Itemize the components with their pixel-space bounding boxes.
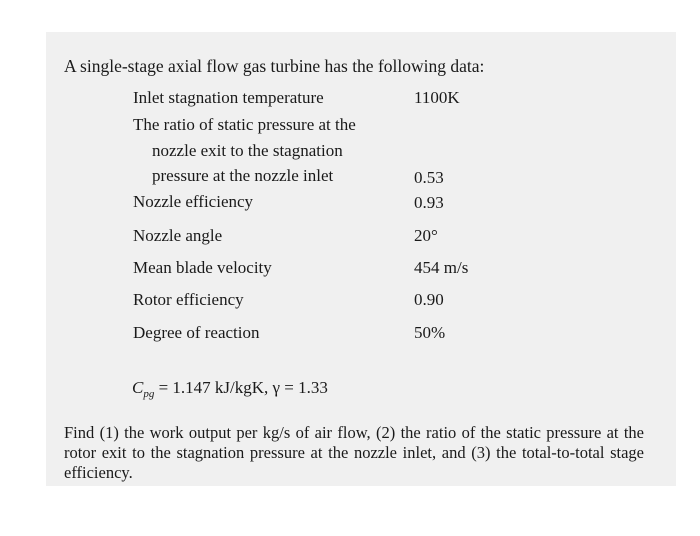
row-label-degree-of-reaction: Degree of reaction bbox=[133, 323, 260, 342]
formula-rest: = 1.147 kJ/kgK, γ = 1.33 bbox=[154, 378, 328, 397]
row-label-nozzle-angle: Nozzle angle bbox=[133, 226, 223, 245]
problem-question: Find (1) the work output per kg/s of air flow, (2) the ratio of the static pressure at the rotor exit to the stagnation pressure at the nozzle inlet, and (3) the total-to-total stage efficiency. bbox=[64, 423, 644, 482]
formula-subscript: pg bbox=[143, 388, 155, 400]
row-value-inlet-stagnation-temperature: 1100K bbox=[414, 88, 460, 107]
row-label-pressure-ratio-line1: The ratio of static pressure at the bbox=[133, 115, 356, 134]
row-value-degree-of-reaction: 50% bbox=[414, 323, 446, 342]
formula-cpg-gamma bbox=[132, 378, 328, 404]
row-value-pressure-ratio: 0.53 bbox=[414, 168, 444, 187]
row-value-nozzle-efficiency: 0.93 bbox=[414, 193, 444, 212]
row-label-rotor-efficiency: Rotor efficiency bbox=[133, 290, 244, 309]
row-value-rotor-efficiency: 0.90 bbox=[414, 290, 444, 309]
problem-intro: A single-stage axial flow gas turbine has the following data: bbox=[64, 56, 485, 76]
row-value-mean-blade-velocity: 454 m/s bbox=[414, 258, 469, 277]
row-label-inlet-stagnation-temperature: Inlet stagnation temperature bbox=[133, 88, 324, 107]
row-label-pressure-ratio-line3: pressure at the nozzle inlet bbox=[152, 166, 334, 185]
row-value-nozzle-angle: 20° bbox=[414, 226, 438, 245]
formula-symbol: C bbox=[132, 378, 144, 397]
row-label-mean-blade-velocity: Mean blade velocity bbox=[133, 258, 272, 277]
row-label-nozzle-efficiency: Nozzle efficiency bbox=[133, 192, 254, 211]
row-label-pressure-ratio-line2: nozzle exit to the stagnation bbox=[152, 141, 343, 160]
